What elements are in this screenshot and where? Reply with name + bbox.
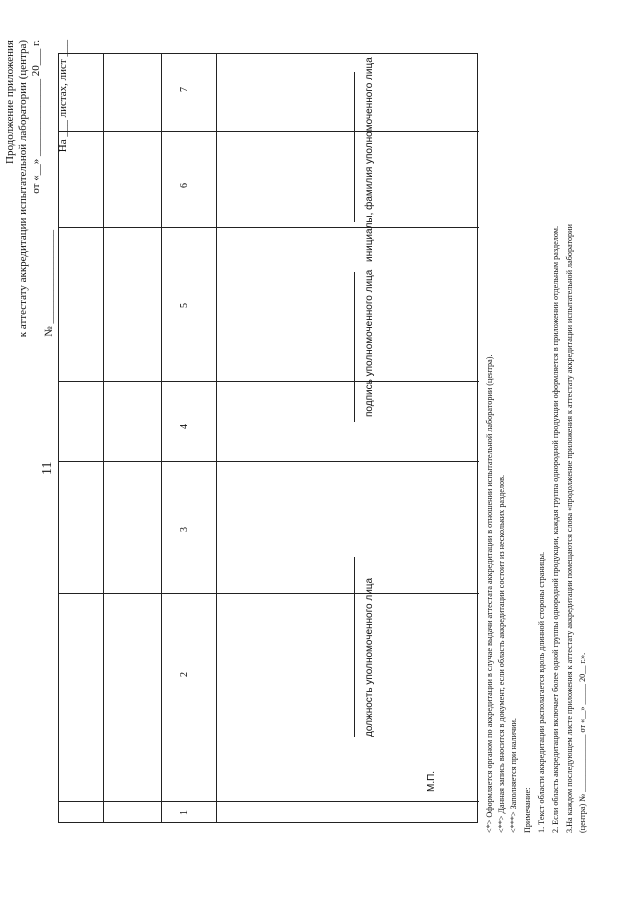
note-1: 1. Текст области аккредитации располагается вдоль длинной стороны страницы. — [537, 551, 546, 833]
note-3-continued: (центра) № ______________ от «__» _____ 20__ г.». — [578, 652, 587, 833]
table-column-divider — [59, 801, 479, 802]
table-column-divider — [59, 131, 479, 132]
page-number: 11 — [40, 461, 55, 475]
position-label: должность уполномоченного лица — [364, 577, 375, 737]
signature-line — [354, 272, 355, 422]
column-number-6: 6 — [179, 183, 190, 188]
signature-label: подпись уполномоченного лица — [364, 269, 375, 417]
column-number-1: 1 — [179, 810, 190, 815]
table-column-divider — [59, 461, 479, 462]
table-row-divider — [103, 54, 104, 822]
stamp-placeholder: М.П. — [426, 770, 437, 792]
note-2: 2. Если область аккредитации включает более одной группы однородной продукции, каждая группа однородной продукции оформляется в приложении отдельным разделом. — [551, 225, 560, 833]
name-label: инициалы, фамилия уполномоченного лица — [364, 57, 375, 262]
footnote-1: <*> Оформляется органом по аккредитации в случае выдачи аттестата аккредитации в отношении испытательной лаборатории (центра). — [485, 354, 494, 833]
column-number-4: 4 — [179, 424, 190, 429]
column-number-2: 2 — [179, 672, 190, 677]
note-3: 3.На каждом последующем листе приложения к аттестату аккредитации помещаются слова «продолжение приложения к аттестату аккредитации испытательной лаборатории — [565, 224, 574, 833]
accreditation-table — [58, 53, 478, 823]
notes-title: Примечание: — [523, 787, 532, 833]
header-line-3: от «__» ______________ 20___ г. — [30, 40, 42, 194]
name-signature-line — [354, 72, 355, 222]
column-number-3: 3 — [179, 527, 190, 532]
table-column-divider — [59, 227, 479, 228]
footnote-3: <***> Заполняется при наличии. — [509, 718, 518, 833]
column-number-7: 7 — [179, 87, 190, 92]
header-line-2: к аттестату аккредитации испытательной лаборатории (центра) — [17, 40, 29, 338]
position-signature-line — [354, 557, 355, 737]
header-line-1: Продолжение приложения — [4, 40, 16, 164]
header-line-5: На ___ листах, лист ___ — [57, 40, 69, 153]
table-column-divider — [59, 381, 479, 382]
footnote-2: <**> Данная запись вносится в документ, если область аккредитации состоит из нескольких разделов. — [497, 474, 506, 833]
table-row-divider — [161, 54, 162, 822]
column-number-5: 5 — [179, 303, 190, 308]
table-column-divider — [59, 593, 479, 594]
header-line-4: № _________________ — [43, 230, 55, 337]
table-row-divider — [216, 54, 217, 822]
